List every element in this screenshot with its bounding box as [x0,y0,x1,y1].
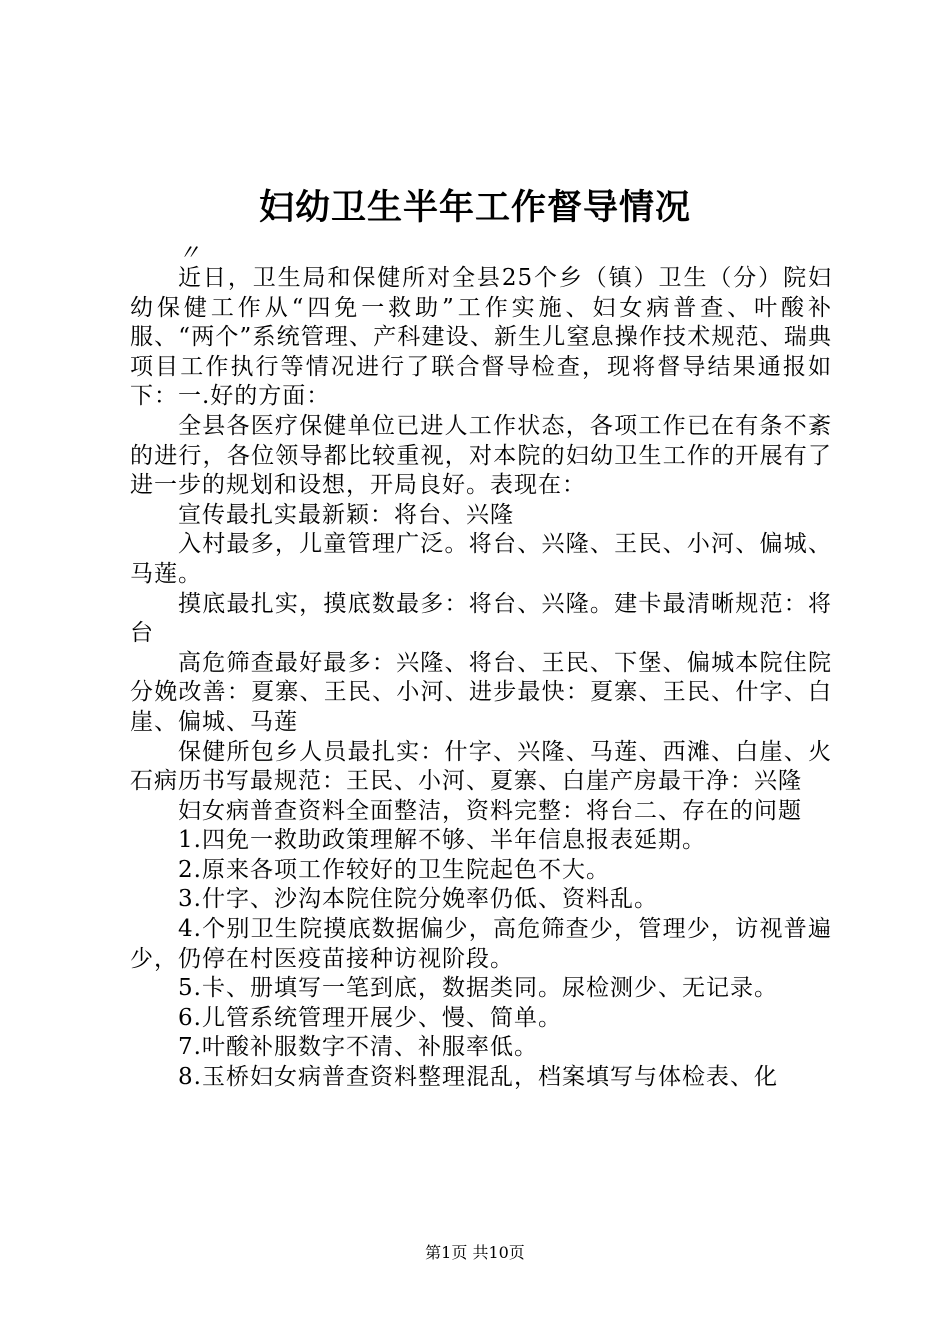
list-item: 2.原来各项工作较好的卫生院起色不大。 [178,856,610,883]
list-item: 5.卡、册填写一笔到底，数据类同。尿检测少、无记录。 [178,975,778,1002]
page-title: 妇幼卫生半年工作督导情况 [258,187,691,228]
list-item: 1.四免一救助政策理解不够、半年信息报表延期。 [178,827,706,854]
paragraph: 妇女病普查资料全面整洁，资料完整：将台二、存在的问题 [178,797,802,824]
paragraph: 保健所包乡人员最扎实：什字、兴隆、马莲、西滩、白崖、火石病历书写最规范：王民、小河、夏寨、白崖产房最干净：兴隆 [130,738,832,795]
list-item: 6.儿管系统管理开展少、慢、简单。 [178,1004,562,1031]
quote-mark: 〃 [178,241,201,266]
paragraph: 入村最多，儿童管理广泛。将台、兴隆、王民、小河、偏城、马莲。 [130,531,832,587]
paragraph: 全县各医疗保健单位已进人工作状态，各项工作已在有条不紊的进行，各位领导都比较重视，对本院的妇幼卫生工作的开展有了进一步的规划和设想，开局良好。表现在： [130,412,832,499]
document-body [130,264,832,1093]
list-item: 7.叶酸补服数字不清、补服率低。 [178,1034,538,1061]
paragraph: 摸底最扎实，摸底数最多：将台、兴隆。建卡最清晰规范：将台 [130,590,832,647]
paragraph: 高危筛查最好最多：兴隆、将台、王民、下堡、偏城本院住院分娩改善：夏寨、王民、小河、进步最快：夏寨、王民、什字、白崖、偏城、马莲 [130,649,832,735]
page-footer: 第1页 共10页 [425,1243,525,1262]
list-item: 3.什字、沙沟本院住院分娩率仍低、资料乱。 [178,886,658,913]
list-item: 4.个别卫生院摸底数据偏少，高危筛查少，管理少，访视普遍少，仍停在村医疫苗接种访视阶段。 [130,916,832,972]
paragraph: 近日，卫生局和保健所对全县25个乡（镇）卫生（分）院妇幼保健工作从“四免一救助”工作实施、妇女病普查、叶酸补服、“两个”系统管理、产科建设、新生儿窒息操作技术规范、瑞典项目工作执行等情况进行了联合督导检查，现将督导结果通报如下：一.好的方面： [130,265,832,410]
list-item: 8.玉桥妇女病普查资料整理混乱，档案填写与体检表、化 [178,1064,778,1091]
paragraph: 宣传最扎实最新颖：将台、兴隆 [178,501,514,528]
